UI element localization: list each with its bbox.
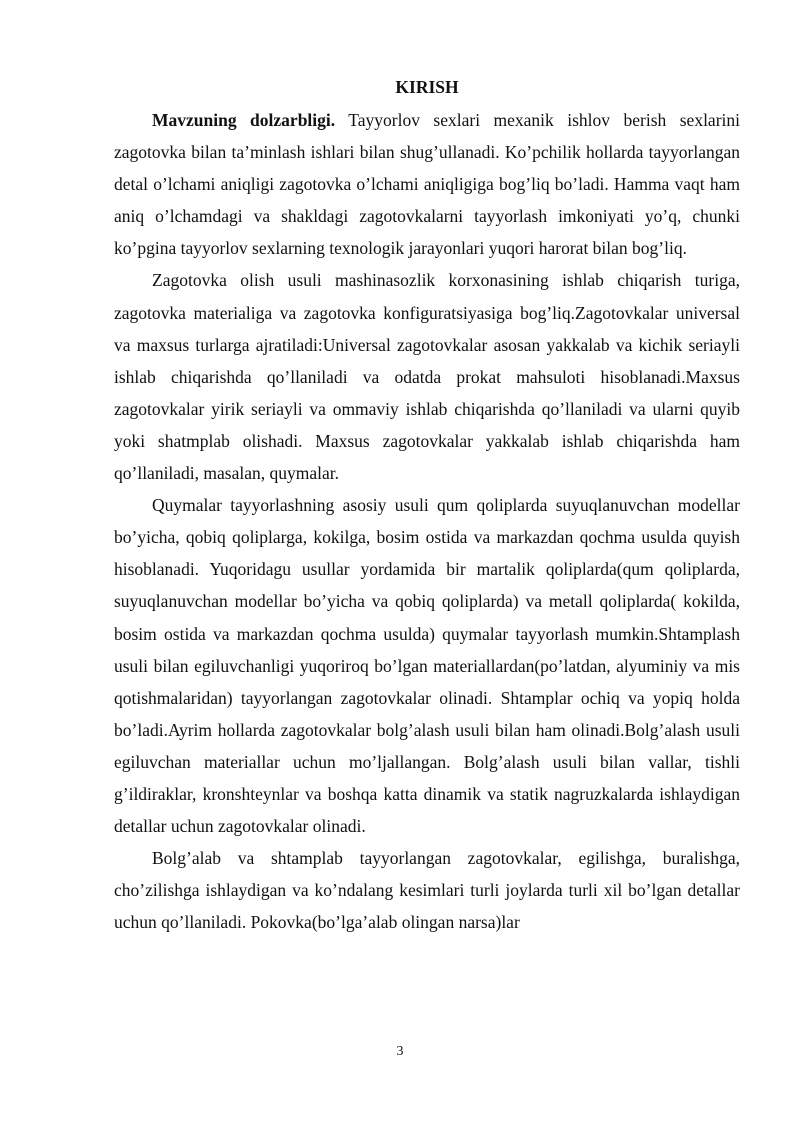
paragraph-text: Tayyorlov sexlari mexanik ishlov berish sexlarini zagotovka bilan ta’minlash ishlari bilan shug’ullanadi. Ko’pchilik hollarda tayyorlangan detal o’lchami aniqligi zagotovka o’lchami aniqligiga bog’liq bo’ladi. Hamma vaqt ham aniq o’lchamdagi va shakldagi zagotovkalarni tayyorlash imkoniyati yo’q, chunki ko’pgina tayyorlov sexlarning texnologik jarayonlari yuqori harorat bilan bog’liq. <box>114 110 741 259</box>
paragraph-relevance <box>114 104 740 264</box>
paragraph-lead: Mavzuning dolzarbligi. <box>152 110 336 130</box>
section-heading: KIRISH <box>395 77 459 97</box>
page-number: 3 <box>396 1044 404 1059</box>
paragraph-casting: Quymalar tayyorlashning asosiy usuli qum qoliplarda suyuqlanuvchan modellar bo’yicha, qobiq qoliplarga, kokilga, bosim ostida va markazdan qochma usulda quyish hisoblanadi. Yuqoridagu usullar yordamida bir martalik qoliplarda(qum qoliplarda, suyuqlanuvchan modellar bo’yicha va qobiq qoliplarda) va metall qoliplarda( kokilda, bosim ostida va markazdan qochma usulda) quymalar tayyorlash mumkin.Shtamplash usuli bilan egiluvchanligi yuqoriroq bo’lgan materiallardan(po’latdan, alyuminiy va mis qotishmalaridan) tayyorlangan zagotovkalar olinadi. Shtamplar ochiq va yopiq holda bo’ladi.Ayrim hollarda zagotovkalar bolg’alash usuli bilan ham olinadi.Bolg’alash usuli egiluvchan materiallar uchun mo’ljallangan. Bolg’alash usuli bilan vallar, tishli g’ildiraklar, kronshteynlar va boshqa katta dinamik va statik nagruzkalarda ishlaydigan detallar uchun zagotovkalar olinadi. <box>114 495 740 837</box>
page-content <box>114 74 740 938</box>
paragraph-blank-methods: Zagotovka olish usuli mashinasozlik korxonasining ishlab chiqarish turiga, zagotovka materialiga va zagotovka konfiguratsiyasiga bog’liq.Zagotovkalar universal va maxsus turlarga ajratiladi:Universal zagotovkalar asosan yakkalab va kichik seriayli ishlab chiqarishda qo’llaniladi va odatda prokat mahsuloti hisoblanadi.Maxsus zagotovkalar yirik seriayli va ommaviy ishlab chiqarishda qo’llaniladi va ularni quyib yoki shatmplab olishadi. Maxsus zagotovkalar yakkalab ishlab chiqarishda ham qo’llaniladi, masalan, quymalar. <box>114 270 740 484</box>
paragraph-forging: Bolg’alab va shtamplab tayyorlangan zagotovkalar, egilishga, buralishga, cho’zilishga ishlaydigan va ko’ndalang kesimlari turli joylarda turli xil bo’lgan detallar uchun qo’llaniladi. Pokovka(bo’lga’alab olingan narsa)lar <box>114 848 740 933</box>
